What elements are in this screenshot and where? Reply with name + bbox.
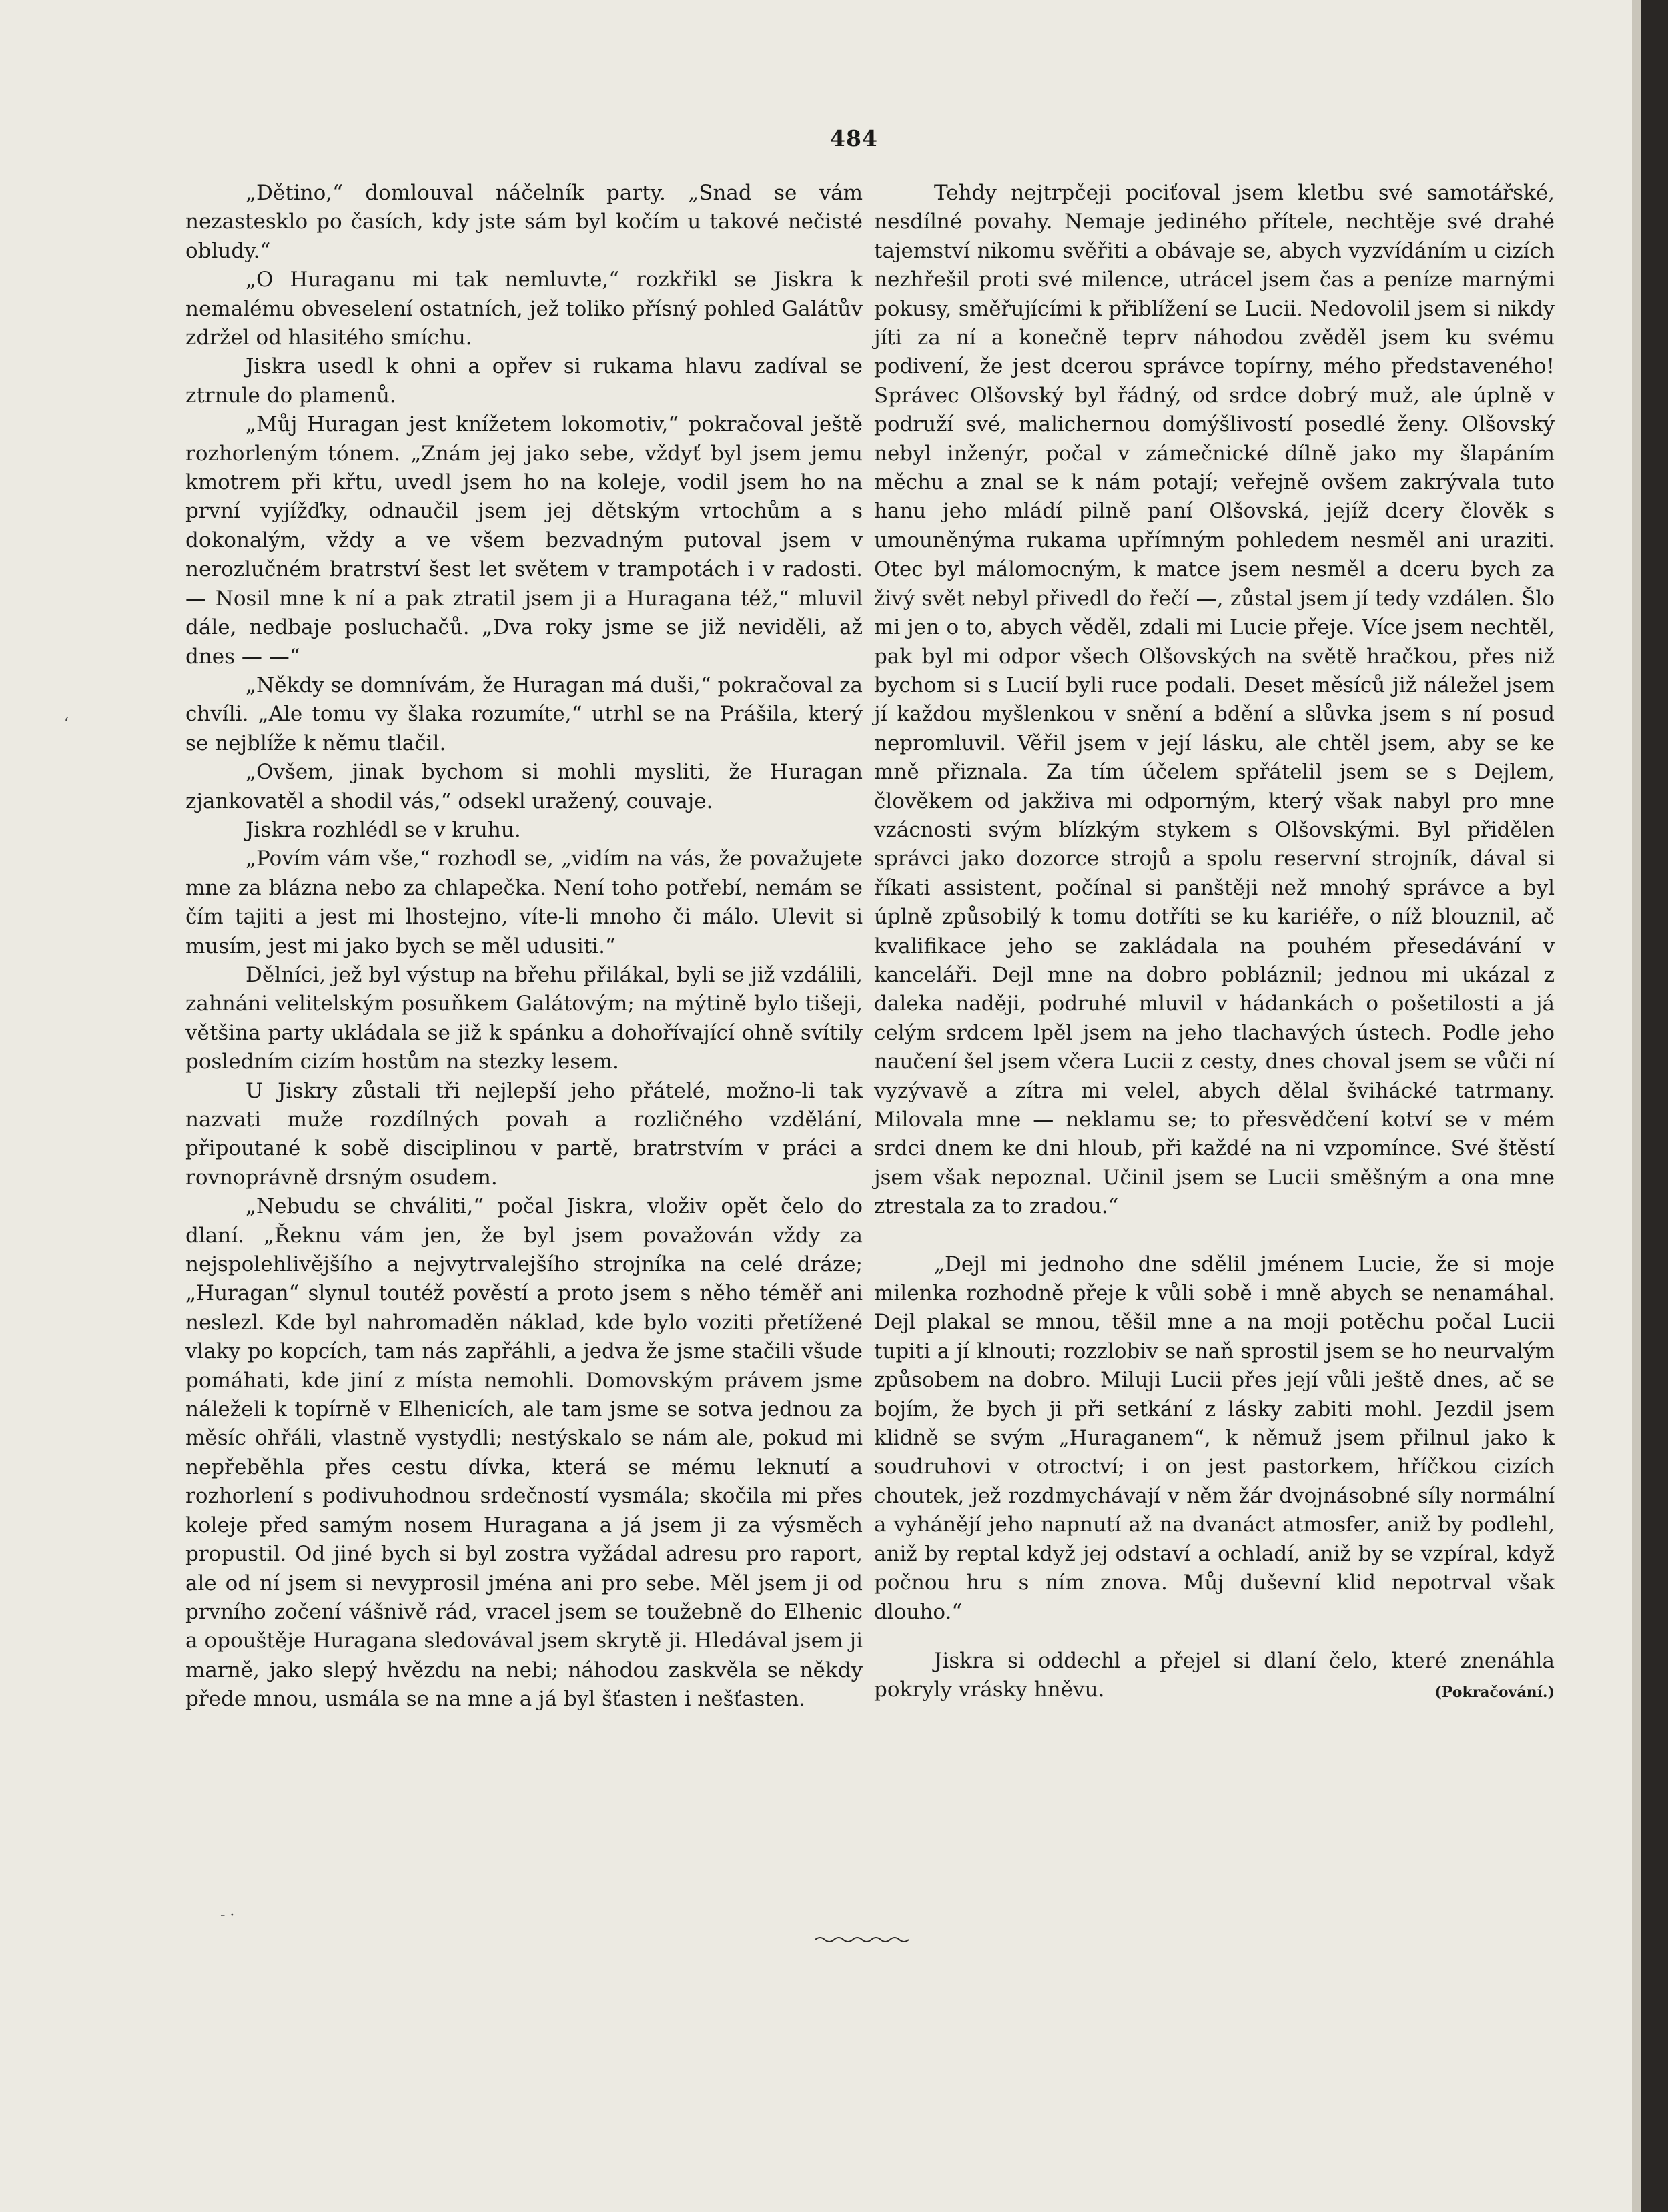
paragraph: Jiskra rozhlédl se v kruhu.	[246, 817, 521, 842]
paragraph: U Jiskry zůstali tři nejlepší jeho přátelé, možno-li tak nazvati muže rozdílných povah a rozličného vzdělání, připoutané k sobě disciplinou v partě, bratrstvím v práci a rovnoprávně drsným osudem.	[185, 1078, 863, 1190]
stray-mark: - ·	[220, 1907, 235, 1924]
paragraph: „Ovšem, jinak bychom si mohli mysliti, že Huragan zjankovatěl a shodil vás,“ odsekl uražený, couvaje.	[185, 760, 863, 813]
paragraph: „Nebudu se chváliti,“ počal Jiskra, vloživ opět čelo do dlaní. „Řeknu vám jen, že byl jsem považován vždy za nejspolehlivějšího a nejvytrvalejšího strojníka na celé dráze; „Huragan“ slynul toutéž pověstí a proto jsem s něho téměř ani neslezl. Kde byl nahromaděn náklad, kde bylo voziti přetížené vlaky po kopcích, tam nás zapřáhli, a jedva že jsme stačili všude pomáhati, kde jiní z místa nemohli. Domovským právem jsme náleželi k topírně v Elhenicích, ale tam jsme se sotva jednou za měsíc ohřáli, vlastně vystydli; nestýskalo se nám ale, pokud mi nepřeběhla přes cestu dívka, která se mému leknutí a rozhorlení s podivuhodnou srdečností vysmála; skočila mi přes koleje před samým nosem Huragana a já jsem ji za výsměch propustil. Od jiné bych si byl zostra vyžádal adresu pro raport, ale od ní jsem si nevyprosil jména ani pro sebe. Měl jsem ji od prvního zočení vášnivě rád, vracel jsem se toužebně do Elhenic a opouštěje Huragana sledovával jsem skrytě ji. Hledával jsem ji marně, jako slepý hvězdu na nebi; náhodou zaskvěla se někdy přede mnou, usmála se na mne a já byl šťasten i nešťasten.	[185, 1194, 863, 1712]
continued-label: (Pokračování.)	[1434, 1684, 1555, 1702]
paragraph: „Dejl mi jednoho dne sdělil jménem Lucie, že si moje milenka rozhodně přeje k vůli sobě i mně abych se nenamáhal. Dejl plakal se mnou, těšil mne a na moji potěchu počal Lucii tupiti a jí klnouti; rozzlobiv se naň sprostil jsem se ho neurvalým způsobem na dobro. Miluji Lucii přes její vůli ještě dnes, ač se bojím, že bych ji při setkání z lásky zabiti mohl. Jezdil jsem klidně se svým „Huraganem“, k němuž jsem přilnul jako k soudruhovi v otroctví; i on jest pastorkem, hříčkou cizích choutek, jež rozdmychávají v něm žár dvojnásobné síly normální a vyhánějí jeho napnutí až na dvanáct atmosfer, aniž by podlehl, aniž by reptal když jej odstaví a ochladí, aniž by se vzpíral, když počnou hru s ním znova. Můj duševní klid nepotrval však dlouho.“	[874, 1252, 1555, 1624]
paragraph-final	[874, 1647, 1555, 1705]
paragraph: Tehdy nejtrpčeji pociťoval jsem kletbu své samotářské, nesdílné povahy. Nemaje jediného přítele, nechtěje své drahé tajemství nikomu svěřiti a obávaje se, abych vyzvídáním u cizích nezhřešil proti své milence, utrácel jsem čas a peníze marnými pokusy, směřujícími k přiblížení se Lucii. Nedovolil jsem si nikdy jíti za ní a konečně teprv náhodou zvěděl jsem ku svému podivení, že jest dcerou správce topírny, mého představeného! Správec Olšovský byl řádný, od srdce dobrý muž, ale úplně v podruží své, malichernou domýšlivostí posedlé ženy. Olšovský nebyl inženýr, počal v zámečnické dílně jako my šlapáním měchu a znal se k nám potají; veřejně ovšem zakrývala tuto hanu jeho mládí pilně paní Olšovská, jejíž dcery člověk s umouněnýma rukama upřímným pohledem nesměl ani uraziti. Otec byl málomocným, k matce jsem nesměl a dceru bych za živý svět nebyl přivedl do řečí —, zůstal jsem jí tedy vzdálen. Šlo mi jen o to, abych věděl, zdali mi Lucie přeje. Více jsem nechtěl, pak byl mi odpor všech Olšovských na světě hračkou, přes niž bychom si s Lucií byli ruce podali. Deset měsíců již náležel jsem jí každou myšlenkou v snění a bdění a slůvka jsem s ní posud nepromluvil. Věřil jsem v její lásku, ale chtěl jsem, aby se ke mně přiznala. Za tím účelem spřátelil jsem se s Dejlem, člověkem od jakživa mi odporným, který však nabyl pro mne vzácnosti svým blízkým stykem s Olšovskými. Byl přidělen správci jako dozorce strojů a spolu reservní strojník, dával si říkati assistent, počínal si panštěji než mnohý správce a byl úplně způsobilý k tomu dotříti se ku kariéře, o níž blouznil, ač kvalifikace jeho se zakládala na pouhém přesedávání v kanceláři. Dejl mne na dobro pobláznil; jednou mi ukázal z daleka naději, podruhé mluvil v hádankách o pošetilosti a já celým srdcem lpěl jsem na jeho tlachavých ústech. Podle jeho naučení šel jsem včera Lucii z cesty, dnes choval jsem se vůči ní vyzývavě a zítra mi velel, abych dělal švihácké tatrmany. Milovala mne — neklamu se; to přesvědčení kotví se v mém srdci dnem ke dni hloub, při každé na ni vzpomínce. Své štěstí jsem však nepoznal. Učinil jsem se Lucii směšným a ona mne ztrestala za to zradou.“	[874, 181, 1555, 1219]
scan-dark-border	[1641, 0, 1668, 2212]
wavy-divider-ornament	[814, 1935, 914, 1944]
page-number: 484	[830, 125, 878, 151]
right-column	[874, 179, 1555, 1708]
paragraph: „O Huraganu mi tak nemluvte,“ rozkřikl se Jiskra k nemalému obveselení ostatních, jež toliko přísný pohled Galátův zdržel od hlasitého smíchu.	[185, 268, 863, 350]
stray-mark: ‘	[64, 715, 69, 732]
paragraph: „Povím vám vše,“ rozhodl se, „vidím na vás, že považujete mne za blázna nebo za chlapečka. Není toho potřebí, nemám se čím tajiti a jest mi lhostejno, víte-li mnoho či málo. Ulevit si musím, jest mi jako bych se měl udusiti.“	[185, 847, 863, 958]
paragraph: „Někdy se domnívám, že Huragan má duši,“ pokračoval za chvíli. „Ale tomu vy šlaka rozumíte,“ utrhl se na Prášila, který se nejblíže k němu tlačil.	[185, 673, 863, 755]
final-paragraph-text: Jiskra si oddechl a přejel si dlaní čelo, které znenáhla pokryly vrásky hněvu.	[874, 1648, 1555, 1702]
paragraph: „Můj Huragan jest knížetem lokomotiv,“ pokračoval ještě rozhorleným tónem. „Znám jej jako sebe, vždyť byl jsem jemu kmotrem při křtu, uvedl jsem ho na koleje, vodil jsem ho na první vyjížďky, odnaučil jsem jej dětským vrtochům a s dokonalým, vždy a ve všem bezvadným putoval jsem v nerozlučném bratrství šest let světem v trampotách i v radosti. — Nosil mne k ní a pak ztratil jsem ji a Huragana též,“ mluvil dále, nedbaje posluchačů. „Dva roky jsme se již neviděli, až dnes — —“	[185, 412, 863, 669]
paragraph: Dělníci, jež byl výstup na břehu přilákal, byli se již vzdálili, zahnáni velitelským posuňkem Galátovým; na mýtině bylo tišeji, většina party ukládala se již k spánku a dohořívající ohně svítily posledním cizím hostům na stezky lesem.	[185, 962, 863, 1074]
scan-edge-strip	[1632, 0, 1641, 2212]
left-column	[185, 179, 863, 1714]
paragraph: „Dětino,“ domlouval náčelník party. „Snad se vám nezastesklo po časích, kdy jste sám byl kočím u takové nečisté obludy.“	[185, 181, 863, 263]
paragraph: Jiskra usedl k ohni a opřev si rukama hlavu zadíval se ztrnule do plamenů.	[185, 354, 863, 408]
